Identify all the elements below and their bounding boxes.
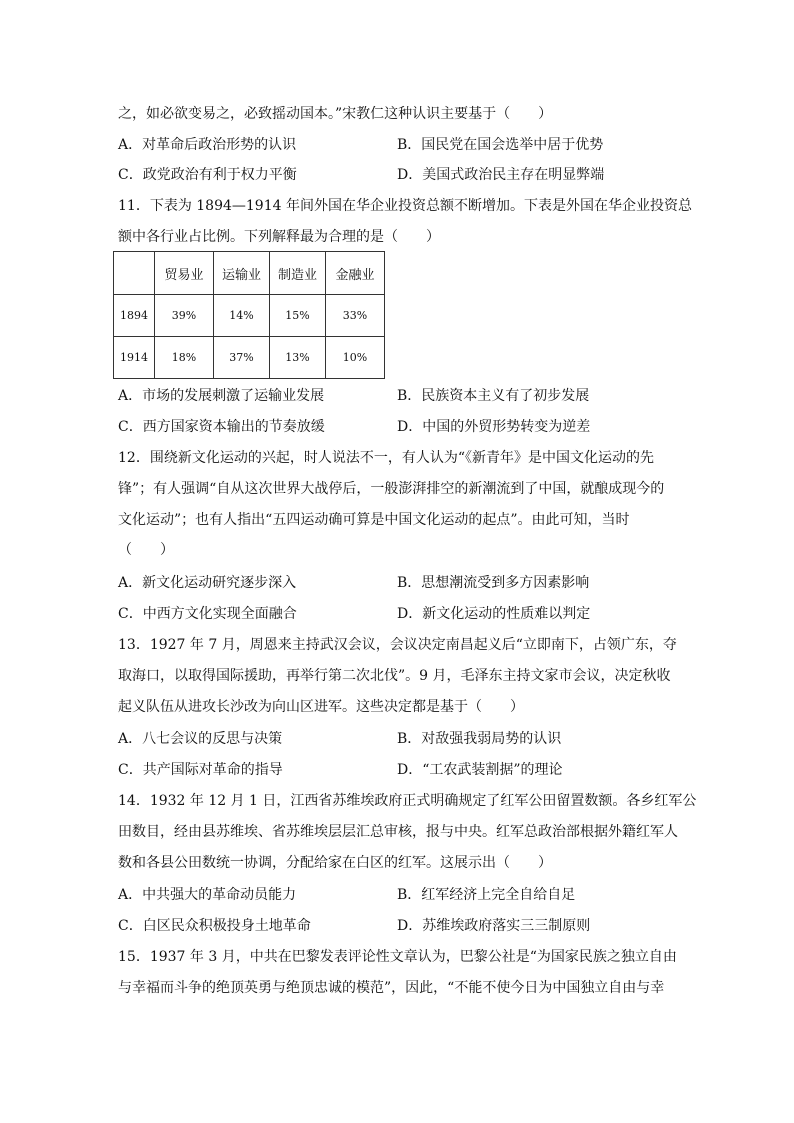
table-header-row — [114, 252, 385, 295]
q14-option-a: A．中共强大的革命动员能力 — [118, 887, 297, 903]
table-header-cell — [114, 252, 155, 295]
q14-stem-line-2: 田数目，经由县苏维埃、省苏维埃层层汇总审核，报与中央。红军总政治部根据外籍红军人 — [118, 824, 678, 840]
table-cell: 10% — [326, 337, 385, 379]
q11-stem-line-1: 11．下表为 1894—1914 年间外国在华企业投资总额不断增加。下表是外国在华企业投资总 — [118, 198, 692, 214]
q12-option-d: D．新文化运动的性质难以判定 — [397, 606, 591, 622]
q12-stem-line-1: 12．围绕新文化运动的兴起，时人说法不一，有人认为“《新青年》是中国文化运动的先 — [118, 450, 654, 466]
q11-option-a: A．市场的发展刺激了运输业发展 — [118, 388, 325, 404]
table-header-cell: 运输业 — [214, 252, 270, 295]
table-header-cell: 贸易业 — [155, 252, 214, 295]
q12-stem-line-4: （ ） — [118, 542, 174, 558]
table-cell: 15% — [270, 295, 326, 337]
q12-option-b: B．思想潮流受到多方因素影响 — [397, 575, 590, 591]
q14-stem-line-1: 14．1932 年 12 月 1 日，江西省苏维埃政府正式明确规定了红军公田留置数额。各乡红军公 — [118, 793, 697, 809]
q12-option-c: C．中西方文化实现全面融合 — [118, 606, 297, 622]
table-cell: 37% — [214, 337, 270, 379]
table-header-cell: 制造业 — [270, 252, 326, 295]
q12-option-a: A．新文化运动研究逐步深入 — [118, 575, 297, 591]
q10-stem: 之，如必欲变易之，必致摇动国本。”宋教仁这种认识主要基于（ ） — [118, 106, 553, 122]
table-cell: 39% — [155, 295, 214, 337]
q14-option-d: D．苏维埃政府落实三三制原则 — [397, 918, 591, 934]
table-cell: 13% — [270, 337, 326, 379]
q14-option-b: B．红军经济上完全自给自足 — [397, 887, 576, 903]
q15-stem-line-2: 与幸福而斗争的绝顶英勇与绝顶忠诚的模范”，因此，“不能不使今日为中国独立自由与幸 — [118, 980, 665, 996]
q10-option-a: A．对革命后政治形势的认识 — [118, 137, 297, 153]
q14-stem-line-3: 数和各县公田数统一协调，分配给家在白区的红军。这展示出（ ） — [118, 855, 552, 871]
q11-stem-line-2: 额中各行业占比例。下列解释最为合理的是（ ） — [118, 229, 440, 245]
table-row — [114, 337, 385, 379]
table-cell: 33% — [326, 295, 385, 337]
q11-option-d: D．中国的外贸形势转变为逆差 — [397, 419, 591, 435]
q12-stem-line-3: 文化运动”；也有人指出“五四运动确可算是中国文化运动的起点”。由此可知，当时 — [118, 512, 630, 528]
q12-stem-line-2: 锋”；有人强调“自从这次世界大战停后，一般澎湃排空的新潮流到了中国，就酿成现今的 — [118, 481, 665, 497]
table-cell: 14% — [214, 295, 270, 337]
q13-option-a: A．八七会议的反思与决策 — [118, 731, 283, 747]
table-cell: 1894 — [114, 295, 155, 337]
q13-option-d: D．“工农武装割据”的理论 — [397, 762, 563, 778]
table-cell: 1914 — [114, 337, 155, 379]
q13-option-c: C．共产国际对革命的指导 — [118, 762, 283, 778]
q13-stem-line-1: 13．1927 年 7 月，周恩来主持武汉会议，会议决定南昌起义后“立即南下，占领广东，夺 — [118, 637, 677, 653]
investment-table — [113, 251, 385, 379]
q11-option-c: C．西方国家资本输出的节奏放缓 — [118, 419, 325, 435]
table-cell: 18% — [155, 337, 214, 379]
q10-option-d: D．美国式政治民主存在明显弊端 — [397, 167, 605, 183]
table-row — [114, 295, 385, 337]
q10-option-c: C．政党政治有利于权力平衡 — [118, 167, 297, 183]
q13-stem-line-2: 取海口，以取得国际援助，再举行第二次北伐”。9 月，毛泽东主持文家市会议，决定秋收 — [118, 668, 671, 684]
q13-option-b: B．对敌强我弱局势的认识 — [397, 731, 562, 747]
q10-option-b: B．国民党在国会选举中居于优势 — [397, 137, 604, 153]
table-header-cell: 金融业 — [326, 252, 385, 295]
q11-option-b: B．民族资本主义有了初步发展 — [397, 388, 590, 404]
q14-option-c: C．白区民众积极投身土地革命 — [118, 918, 311, 934]
q13-stem-line-3: 起义队伍从进攻长沙改为向山区进军。这些决定都是基于（ ） — [118, 699, 524, 715]
q15-stem-line-1: 15．1937 年 3 月，中共在巴黎发表评论性文章认为，巴黎公社是“为国家民族之独立自由 — [118, 949, 677, 965]
